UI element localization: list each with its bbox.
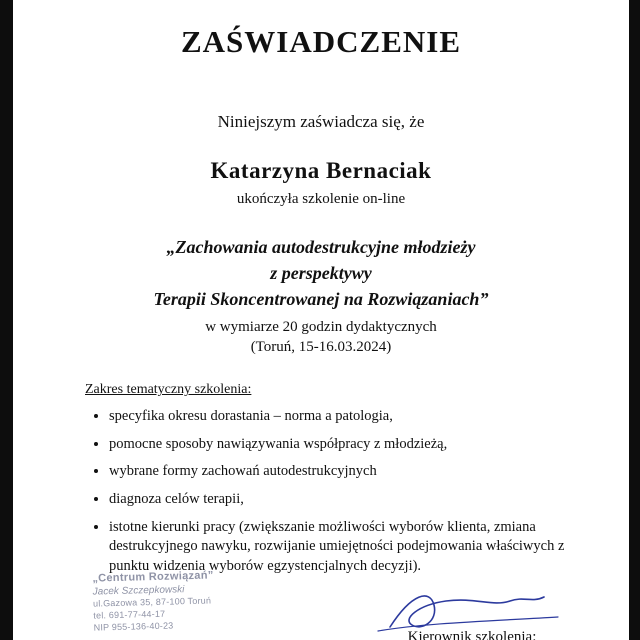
course-title-line-2: z perspektywy [270,263,372,284]
topic-item: • wybrane formy zachowań autodestrukcyjnych [109,462,579,482]
handwritten-signature-icon [372,583,572,635]
recipient-name: Katarzyna Bernaciak [210,158,432,183]
topics-list [85,407,579,576]
course-title-line-3: Terapii Skoncentrowanej na Rozwiązaniach” [153,289,489,310]
scope-heading: Zakres tematyczny szkolenia: [85,382,252,398]
hours-line: w wymiarze 20 godzin dydaktycznych [205,319,437,336]
signature-block [357,583,587,640]
completed-line: ukończyła szkolenie on-line [236,191,406,207]
course-title [13,234,629,312]
intro-line: Niniejszym zaświadcza się, że [217,112,425,131]
signature-label: Kierownik szkolenia: [407,629,537,640]
scope-section [85,382,579,576]
page-right-edge [629,0,640,640]
course-title-line-1: „Zachowania autodestrukcyjne młodzieży [166,237,476,257]
stamp-person-name: Jacek Szczepkowski [92,584,185,598]
topic-item: • specyfika okresu dorastania – norma a patologia, [109,407,579,427]
topic-item: • istotne kierunki pracy (zwiększanie możliwości wyborów klienta, zmiana destrukcyjnego nawyku, rozwijanie umiejętności podejmowania właściwych z punktu widzenia wyborów egzystencjalnych decyzji). [109,518,579,577]
certificate-title: ZAŚWIADCZENIE [180,24,461,59]
stamp-phone: tel. 691-77-44-17 [93,608,166,621]
certificate-footer [93,570,587,640]
stamp-company-name: „Centrum Rozwiązań” [92,569,214,585]
company-stamp [92,568,215,634]
location-date: (Toruń, 15-16.03.2024) [250,339,392,356]
page-left-edge [0,0,13,640]
stamp-nip: NIP 955-136-40-23 [93,619,174,632]
topic-item: • pomocne sposoby nawiązywania współpracy z młodzieżą, [109,435,579,455]
stamp-address: ul.Gazowa 35, 87-100 Toruń [92,595,212,609]
topic-item: • diagnoza celów terapii, [109,490,579,510]
certificate-content [13,0,629,640]
